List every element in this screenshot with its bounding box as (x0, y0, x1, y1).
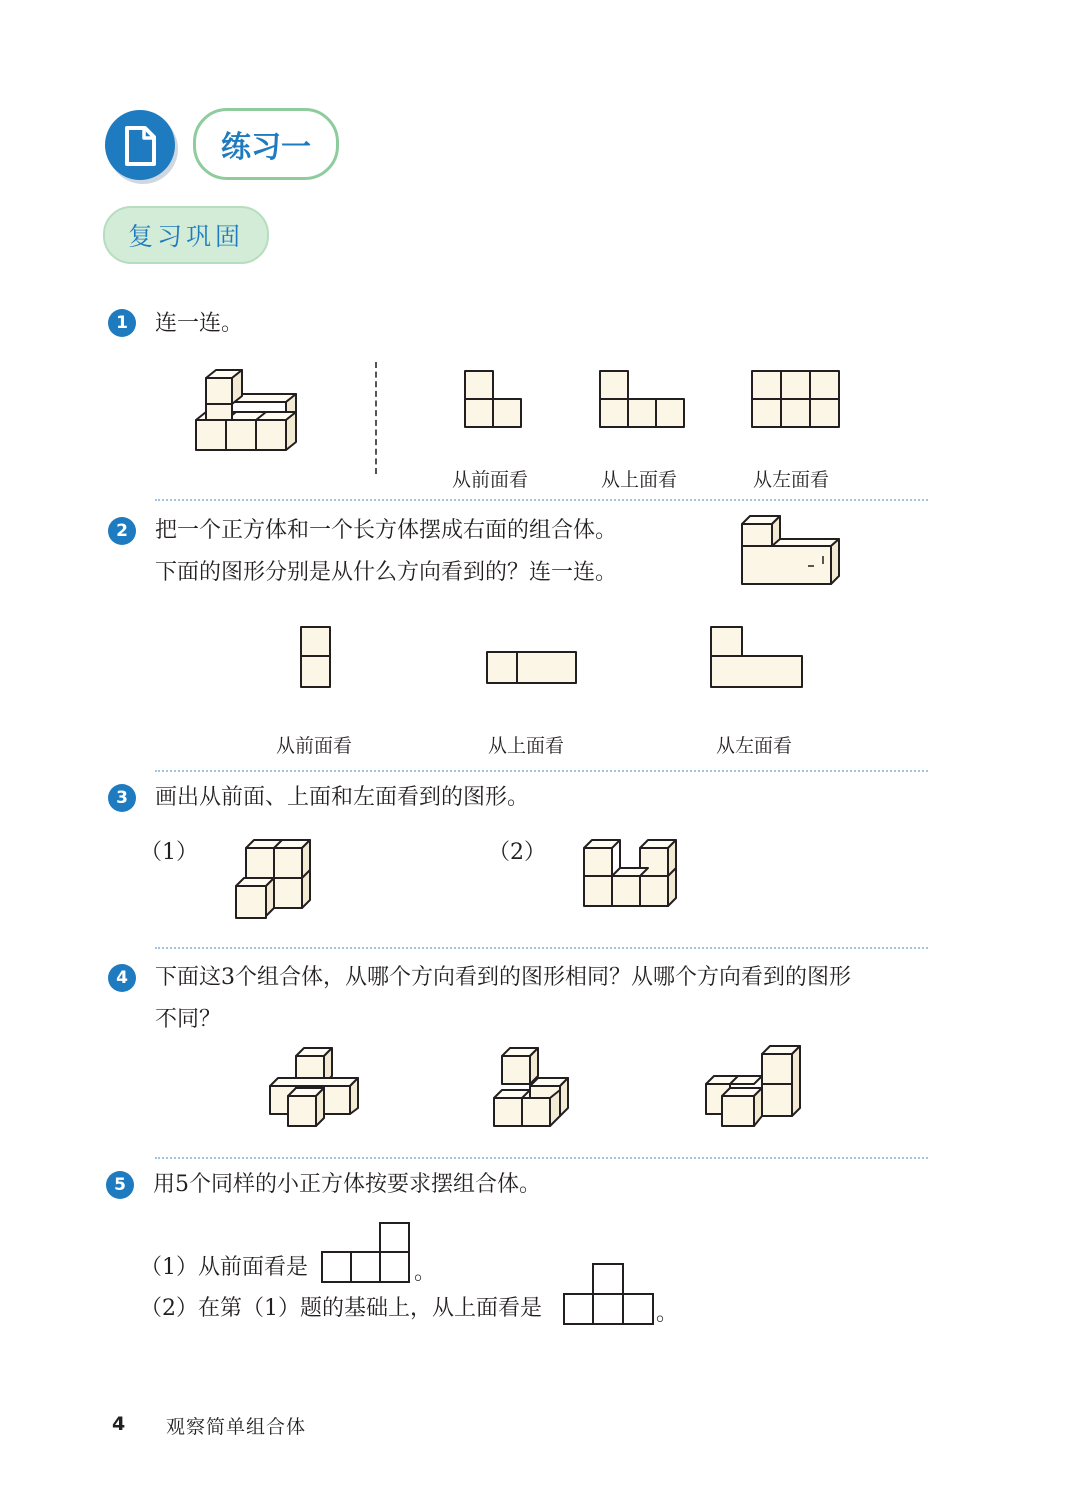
section-label: 复习巩固 (127, 222, 244, 251)
q1-option-left: 从左面看 (753, 469, 830, 491)
question-4-line-2: 不同？ (155, 1007, 222, 1032)
q5-part-1-text: （1）从前面看是 (140, 1255, 308, 1280)
q3-part-2-label: （2） (488, 840, 546, 865)
q2-view-a (298, 624, 334, 690)
exercise-header (105, 108, 345, 182)
separator-3 (155, 947, 928, 949)
q1-option-front: 从前面看 (452, 469, 529, 491)
q4-figure-2 (490, 1046, 574, 1130)
q4-figure-3 (702, 1044, 806, 1130)
q1-option-top: 从上面看 (601, 469, 678, 491)
question-number-1: 1 (108, 309, 136, 337)
q4-figure-1 (266, 1046, 364, 1130)
q2-option-front: 从前面看 (276, 735, 353, 757)
q2-view-c (708, 624, 806, 690)
document-icon (105, 110, 175, 180)
q2-option-top: 从上面看 (488, 735, 565, 757)
q3-figure-1 (232, 834, 316, 922)
question-number-4: 4 (108, 964, 136, 992)
exercise-title: 练习一 (221, 130, 311, 165)
q1-solid-figure (190, 368, 305, 454)
q5-part-1-shape (318, 1220, 414, 1286)
q2-option-left: 从左面看 (716, 735, 793, 757)
separator-2 (155, 770, 928, 772)
question-5-text: 用5个同样的小正方体按要求摆组合体。 (153, 1172, 541, 1197)
separator-4 (155, 1157, 928, 1159)
q1-divider (375, 362, 377, 474)
q5-part-2-shape (560, 1261, 658, 1329)
question-2-line-1: 把一个正方体和一个长方体摆成右面的组合体。 (155, 518, 618, 543)
question-1-text: 连一连。 (155, 311, 244, 336)
q2-view-b (484, 649, 580, 687)
q5-part-2-period: 。 (656, 1301, 679, 1326)
question-2-line-2: 下面的图形分别是从什么方向看到的？连一连。 (155, 560, 618, 585)
question-number-5: 5 (106, 1171, 134, 1199)
q5-part-1-period: 。 (414, 1260, 437, 1285)
page-number: 4 (112, 1413, 126, 1435)
exercise-title-pill (193, 108, 339, 180)
question-4-line-1: 下面这3个组合体，从哪个方向看到的图形相同？从哪个方向看到的图形 (155, 965, 851, 990)
q5-part-2-text: （2）在第（1）题的基础上，从上面看是 (140, 1296, 542, 1321)
q2-solid-figure (736, 512, 844, 588)
q1-view-b (597, 368, 689, 432)
section-label-pill (103, 206, 269, 264)
q1-view-a (462, 368, 526, 432)
q3-figure-2 (580, 836, 682, 910)
question-number-3: 3 (108, 784, 136, 812)
separator-1 (155, 499, 928, 501)
q3-part-1-label: （1） (140, 840, 198, 865)
question-3-text: 画出从前面、上面和左面看到的图形。 (155, 785, 530, 810)
question-number-2: 2 (108, 517, 136, 545)
q1-view-c (749, 368, 843, 432)
chapter-title: 观察简单组合体 (166, 1416, 307, 1438)
